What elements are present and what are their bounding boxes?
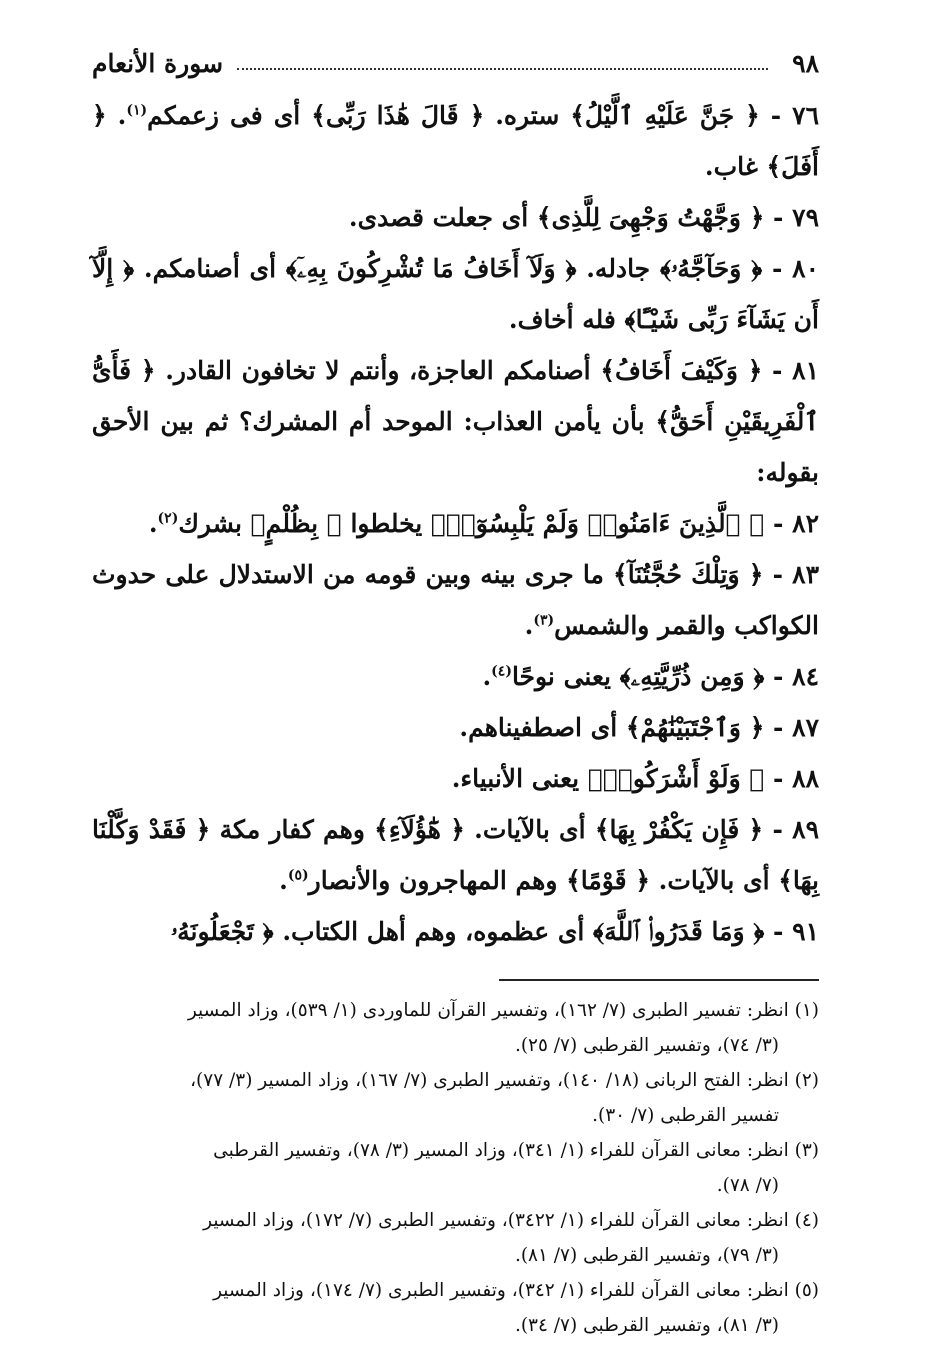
entry-91: ٩١ - ﴿ وَمَا قَدَرُوا۟ ٱللَّهَ﴾ أى عظموه، وهم أهل الكتاب. ﴿ تَجْعَلُونَهُۥ [170,917,819,946]
footnote-ref: (٤) [491,663,512,680]
entry-81: ٨١ - ﴿ وَكَيْفَ أَخَافُ﴾ أصنامكم العاجزة، وأنتم لا تخافون القادر. ﴿ فَأَىُّ ٱلْفَرِيقَيْنِ أَحَقُّ﴾ بأن يأمن العذاب: الموحد أم المشرك؟ ثم بين الأحق بقوله: [92,356,819,487]
main-text [92,90,819,957]
footnote-1: (١) انظر: تفسير الطبرى (٧/ ١٦٢)، وتفسير القرآن للماوردى (١/ ٥٣٩)، وزاد المسير (٣/ ٧٤)، وتفسير القرطبى (٧/ ٢٥). [187,1000,819,1056]
entry-79: ٧٩ - ﴿ وَجَّهْتُ وَجْهِىَ لِلَّذِى﴾ أى جعلت قصدى. [348,203,819,232]
entry-82: ٨٢ - ﴿ ٱلَّذِينَ ءَامَنُوا۟ وَلَمْ يَلْبِسُوٓا۟﴾ يخلطوا ﴿ بِظُلْمٍ﴾ بشرك$^{(٢)}$. [148,509,819,538]
footnote-2: (٢) انظر: الفتح الربانى (١٨/ ١٤٠)، وتفسير الطبرى (٧/ ١٦٧)، وزاد المسير (٣/ ٧٧)، تفسير القرطبى (٧/ ٣٠). [190,1070,819,1126]
footnote-ref: (٣) [533,612,555,629]
footnote-divider [499,979,819,981]
entry-80: ٨٠ - ﴿ وَحَآجَّهُۥ﴾ جادله. ﴿ وَلَآ أَخَافُ مَا تُشْرِكُونَ بِهِۦٓ﴾ أى أصنامكم. ﴿ إِلَّآ أَن يَشَآءَ رَبِّى شَيْـًٔا﴾ فله أخاف. [92,254,819,334]
footnote-ref: (٥) [287,867,309,884]
entry-87: ٨٧ - ﴿ وَٱجْتَبَيْنَٰهُمْ﴾ أى اصطفيناهم. [459,713,819,742]
footnote-ref: (١) [126,102,148,119]
footnote-4: (٤) انظر: معانى القرآن للفراء (١/ ٣٤٢٢)، وتفسير الطبرى (٧/ ١٧٢)، وزاد المسير (٣/ ٧٩)، وتفسير القرطبى (٧/ ٨١). [203,1210,819,1266]
entry-76: ٧٦ - ﴿ جَنَّ عَلَيْهِ ٱلَّيْلُ﴾ ستره. ﴿ قَالَ هَٰذَا رَبِّى﴾ أى فى زعمكم$^{(١)}$. ﴿ أَفَلَ﴾ غاب. [92,101,819,181]
footnote-3: (٣) انظر: معانى القرآن للفراء (١/ ٣٤١)، وزاد المسير (٣/ ٧٨)، وتفسير القرطبى (٧/ ٧٨). [213,1140,819,1196]
entry-84: ٨٤ - ﴿ وَمِن ذُرِّيَّتِهِۦ﴾ يعنى نوحًا$^{(٤)}$. [482,662,819,691]
footnote-ref: (٢) [157,510,179,527]
footnotes [92,993,819,1343]
entry-89: ٨٩ - ﴿ فَإِن يَكْفُرْ بِهَا﴾ أى بالآيات. ﴿ هَٰٓؤُلَآءِ﴾ وهم كفار مكة ﴿ فَقَدْ وَكَّلْنَا بِهَا﴾ أى بالآيات. ﴿ قَوْمًا﴾ وهم المهاجرون والأنصار$^{(٥)}$. [92,815,819,895]
footnote-5: (٥) انظر: معانى القرآن للفراء (١/ ٣٤٢)، وتفسير الطبرى (٧/ ١٧٤)، وزاد المسير (٣/ ٨١)، وتفسير القرطبى (٧/ ٣٤). [213,1280,819,1336]
surah-title: سورة الأنعام [92,48,224,78]
header-dots [237,68,768,70]
page-number: ٩٨ [792,48,819,78]
entry-83: ٨٣ - ﴿ وَتِلْكَ حُجَّتُنَآ﴾ ما جرى بينه وبين قومه من الاستدلال على حدوث الكواكب والقمر والشمس$^{(٣)}$. [92,560,819,640]
page-header [92,40,819,86]
entry-88: ٨٨ - ﴿ وَلَوْ أَشْرَكُوا۟﴾ يعنى الأنبياء. [451,764,819,793]
